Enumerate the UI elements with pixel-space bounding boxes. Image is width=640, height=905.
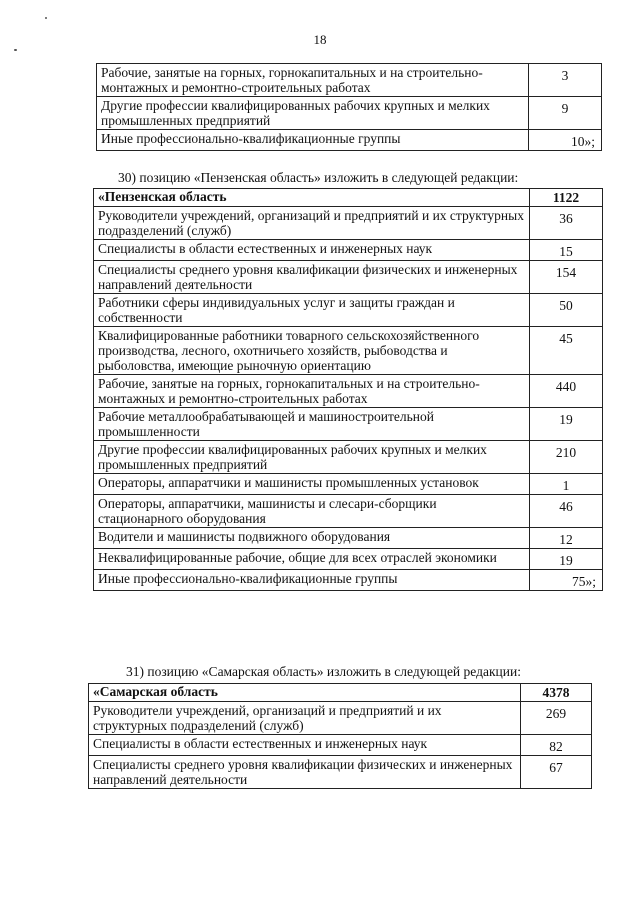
region-name: «Самарская область bbox=[89, 684, 521, 702]
page-number: 18 bbox=[313, 32, 327, 47]
row-label: Неквалифицированные рабочие, общие для всех отраслей экономики bbox=[94, 549, 530, 570]
table-continuation bbox=[96, 63, 602, 151]
row-value: 440 bbox=[530, 375, 603, 408]
row-label: Работники сферы индивидуальных услуг и защиты граждан и собственности bbox=[94, 294, 530, 327]
row-value: 75»; bbox=[530, 570, 603, 591]
row-label: Водители и машинисты подвижного оборудования bbox=[94, 528, 530, 549]
table-row bbox=[94, 261, 603, 294]
table-row bbox=[94, 207, 603, 240]
region-name: «Пензенская область bbox=[94, 189, 530, 207]
row-label: Квалифицированные работники товарного сельскохозяйственного производства, лесного, охотничьего хозяйств, рыбоводства и рыболовства, имеющие рыночную ориентацию bbox=[94, 327, 530, 375]
row-label: Иные профессионально-квалификационные группы bbox=[97, 130, 529, 151]
table-row bbox=[89, 756, 592, 789]
row-value: 9 bbox=[529, 97, 602, 130]
row-value: 50 bbox=[530, 294, 603, 327]
row-value: 45 bbox=[530, 327, 603, 375]
row-value: 3 bbox=[529, 64, 602, 97]
row-label: Операторы, аппаратчики, машинисты и слесари-сборщики стационарного оборудования bbox=[94, 495, 530, 528]
row-value: 46 bbox=[530, 495, 603, 528]
row-value: 82 bbox=[521, 735, 592, 756]
table-row bbox=[89, 702, 592, 735]
table-samara bbox=[88, 683, 592, 789]
row-label: Руководители учреждений, организаций и предприятий и их структурных подразделений (служб) bbox=[89, 702, 521, 735]
region-total: 4378 bbox=[521, 684, 592, 702]
row-label: Другие профессии квалифицированных рабочих крупных и мелких промышленных предприятий bbox=[94, 441, 530, 474]
table-row bbox=[97, 64, 602, 97]
instruction-30: 30) позицию «Пензенская область» изложить в следующей редакции: bbox=[118, 170, 519, 185]
table-row bbox=[94, 375, 603, 408]
row-value: 15 bbox=[530, 240, 603, 261]
row-value: 19 bbox=[530, 408, 603, 441]
table-row bbox=[94, 240, 603, 261]
row-value: 1 bbox=[530, 474, 603, 495]
table-header-row bbox=[94, 189, 603, 207]
table-row bbox=[89, 735, 592, 756]
table-header-row bbox=[89, 684, 592, 702]
row-label: Другие профессии квалифицированных рабочих крупных и мелких промышленных предприятий bbox=[97, 97, 529, 130]
row-value: 10»; bbox=[529, 130, 602, 151]
table-row bbox=[94, 294, 603, 327]
row-label: Специалисты в области естественных и инженерных наук bbox=[94, 240, 530, 261]
row-value: 154 bbox=[530, 261, 603, 294]
row-value: 12 bbox=[530, 528, 603, 549]
row-label: Рабочие металлообрабатывающей и машиностроительной промышленности bbox=[94, 408, 530, 441]
row-value: 67 bbox=[521, 756, 592, 789]
table-row bbox=[94, 408, 603, 441]
row-label: Специалисты в области естественных и инженерных наук bbox=[89, 735, 521, 756]
table-row bbox=[94, 474, 603, 495]
row-label: Специалисты среднего уровня квалификации физических и инженерных направлений деятельности bbox=[94, 261, 530, 294]
region-total: 1122 bbox=[530, 189, 603, 207]
row-label: Иные профессионально-квалификационные группы bbox=[94, 570, 530, 591]
table-row bbox=[97, 97, 602, 130]
row-label: Операторы, аппаратчики и машинисты промышленных установок bbox=[94, 474, 530, 495]
row-value: 36 bbox=[530, 207, 603, 240]
table-row bbox=[94, 327, 603, 375]
row-label: Рабочие, занятые на горных, горнокапитальных и на строительно-монтажных и ремонтно-строительных работах bbox=[94, 375, 530, 408]
table-row bbox=[94, 570, 603, 591]
table-row bbox=[94, 528, 603, 549]
table-row bbox=[94, 549, 603, 570]
row-label: Руководители учреждений, организаций и предприятий и их структурных подразделений (служб) bbox=[94, 207, 530, 240]
row-label: Специалисты среднего уровня квалификации физических и инженерных направлений деятельности bbox=[89, 756, 521, 789]
row-value: 210 bbox=[530, 441, 603, 474]
instruction-31: 31) позицию «Самарская область» изложить в следующей редакции: bbox=[126, 664, 521, 679]
row-value: 19 bbox=[530, 549, 603, 570]
table-penza bbox=[93, 188, 603, 591]
table-row bbox=[94, 441, 603, 474]
row-label: Рабочие, занятые на горных, горнокапитальных и на строительно-монтажных и ремонтно-строительных работах bbox=[97, 64, 529, 97]
table-row bbox=[97, 130, 602, 151]
table-row bbox=[94, 495, 603, 528]
scan-speck bbox=[45, 17, 47, 19]
row-value: 269 bbox=[521, 702, 592, 735]
scan-speck bbox=[14, 49, 17, 51]
